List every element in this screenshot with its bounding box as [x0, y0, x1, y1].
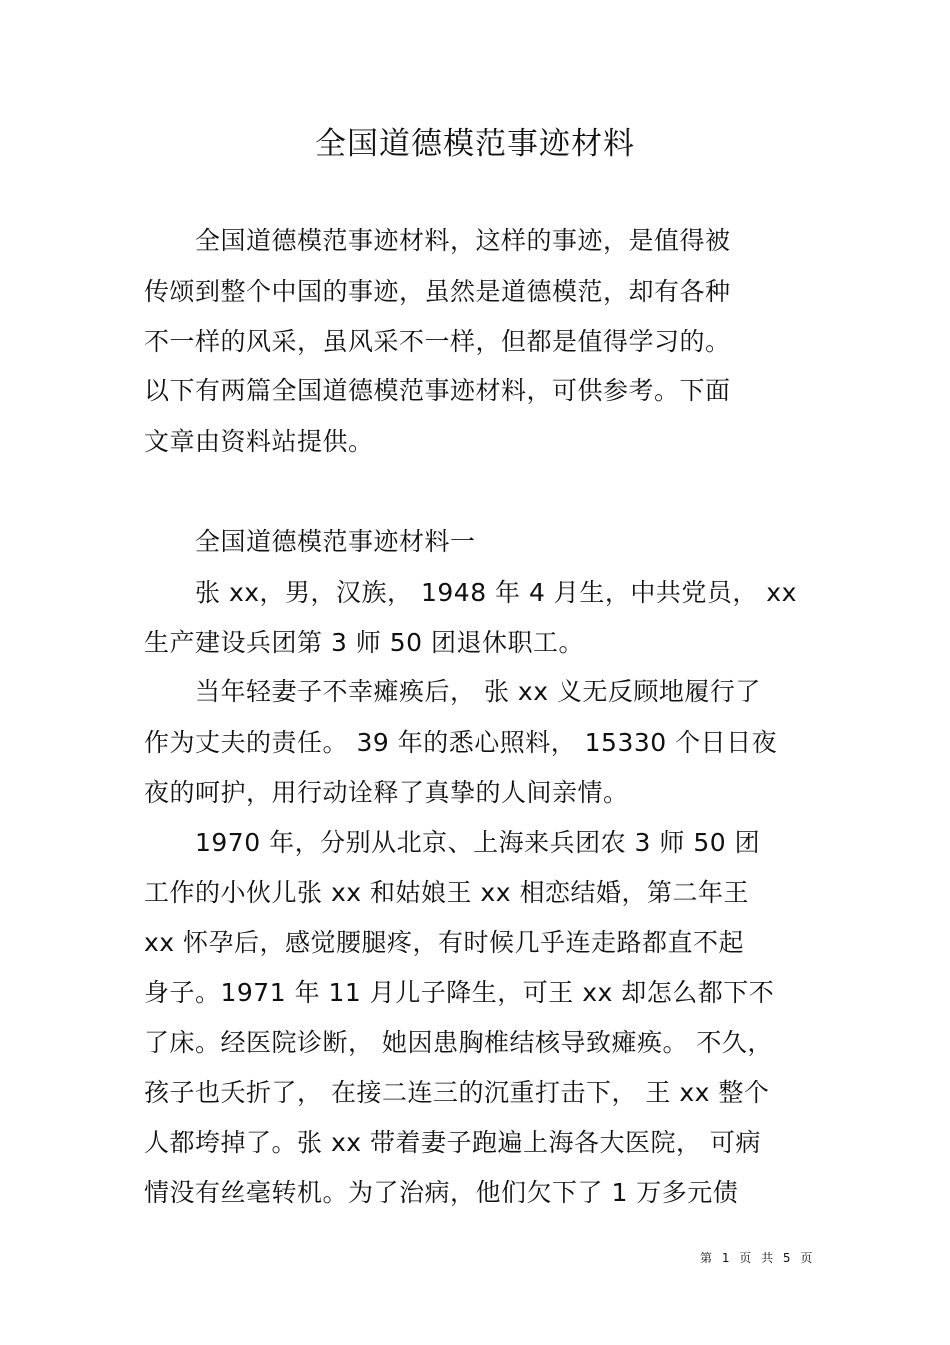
paragraph-line: 夜的呵护，用行动诠释了真挚的人间亲情。 [144, 778, 629, 807]
paragraph-line: 传颂到整个中国的事迹，虽然是道德模范，却有各种 [144, 277, 731, 306]
paragraph-line: 情没有丝毫转机。为了治病，他们欠下了 1 万多元债 [144, 1178, 739, 1207]
paragraph-line: 不一样的风采，虽风采不一样，但都是值得学习的。 [144, 327, 731, 356]
paragraph-line: 全国道德模范事迹材料，这样的事迹，是值得被 [144, 226, 731, 255]
paragraph-line: 工作的小伙儿张 xx 和姑娘王 xx 相恋结婚，第二年王 [144, 878, 749, 907]
section-heading: 全国道德模范事迹材料一 [144, 527, 476, 556]
document-title: 全国道德模范事迹材料 [315, 126, 635, 162]
paragraph-line: 1970 年，分别从北京、上海来兵团农 3 师 50 团 [144, 828, 761, 857]
paragraph-line: 孩子也夭折了， 在接二连三的沉重打击下， 王 xx 整个 [144, 1078, 770, 1107]
paragraph-line: 生产建设兵团第 3 师 50 团退休职工。 [144, 628, 585, 657]
paragraph-line: 文章由资料站提供。 [144, 427, 374, 456]
paragraph-line: 张 xx，男，汉族， 1948 年 4 月生，中共党员， xx [144, 578, 797, 607]
paragraph-line: 了床。经医院诊断， 她因患胸椎结核导致瘫痪。 不久， [144, 1028, 773, 1057]
paragraph-line: 人都垮掉了。张 xx 带着妻子跑遍上海各大医院， 可病 [144, 1128, 761, 1157]
paragraph-line: 身子。1971 年 11 月儿子降生，可王 xx 却怎么都下不 [144, 978, 775, 1007]
paragraph-line: 作为丈夫的责任。 39 年的悉心照料， 15330 个日日夜 [144, 728, 778, 757]
paragraph-line: 当年轻妻子不幸瘫痪后， 张 xx 义无反顾地履行了 [144, 677, 761, 706]
paragraph-line: xx 怀孕后，感觉腰腿疼，有时候几乎连走路都直不起 [144, 928, 745, 957]
paragraph-line: 以下有两篇全国道德模范事迹材料，可供参考。下面 [144, 376, 731, 405]
page-number: 第 1 页 共 5 页 [700, 1251, 816, 1265]
